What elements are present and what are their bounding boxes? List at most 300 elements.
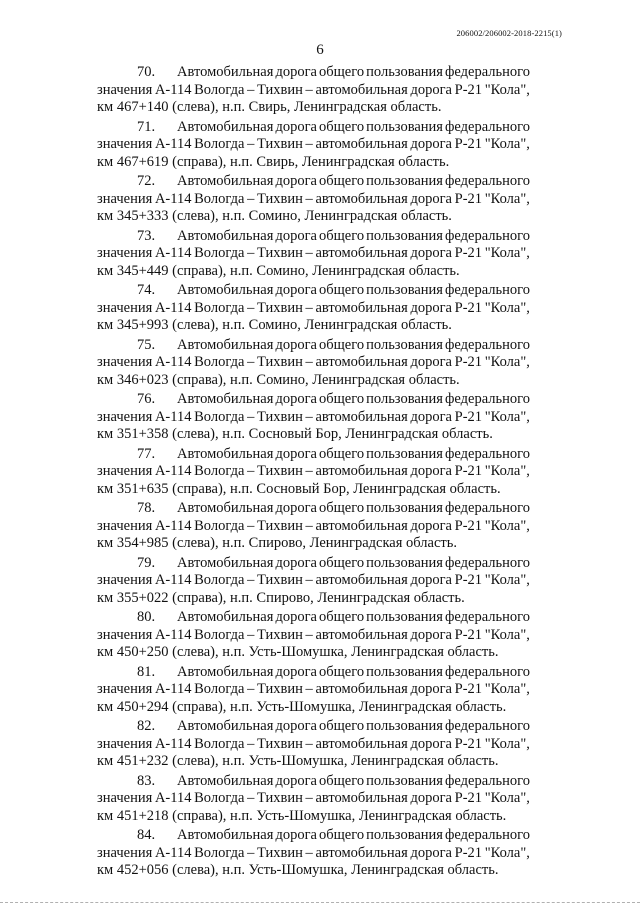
item-word: значения: [97, 517, 153, 534]
item-word: Автомобильная: [177, 336, 274, 353]
item-word: –: [247, 790, 255, 807]
item-word: –: [247, 735, 255, 752]
item-word: Автомобильная: [177, 391, 274, 407]
item-word: Вологда: [194, 790, 245, 807]
item-second-line: [97, 736, 530, 754]
item-number: 78.: [137, 500, 156, 516]
item-word: пользования: [366, 609, 443, 625]
item-word: пользования: [366, 391, 443, 407]
item-word: Автомобильная: [177, 554, 274, 571]
item-word: "Кола",: [484, 517, 530, 534]
item-location-line: км 451+232 (слева), н.п. Усть-Шомушка, Ленинградская область.: [97, 753, 499, 770]
item-word: "Кола",: [484, 354, 530, 371]
item-word: пользования: [366, 772, 443, 789]
item-word: автомобильная: [315, 790, 408, 807]
item-word: Автомобильная: [177, 609, 274, 625]
item-word: –: [247, 626, 255, 643]
item-word: Тихвин: [256, 463, 303, 480]
item-word: пользования: [366, 500, 443, 516]
list-item: [97, 500, 530, 555]
item-word: Р-21: [454, 81, 483, 98]
list-item: [97, 718, 530, 773]
item-word: –: [305, 517, 313, 534]
item-word: общего: [319, 64, 365, 80]
item-word: –: [305, 190, 313, 207]
item-word: общего: [319, 772, 365, 789]
item-word: Р-21: [454, 245, 483, 262]
item-word: Р-21: [454, 190, 483, 207]
item-word: Вологда: [194, 844, 245, 861]
item-word: Тихвин: [256, 81, 303, 98]
item-word: А-114: [154, 517, 192, 534]
item-word: пользования: [366, 663, 443, 680]
item-word: Тихвин: [256, 681, 303, 698]
item-word: федерального: [445, 827, 530, 843]
item-second-line: [97, 572, 530, 590]
item-word: А-114: [154, 735, 192, 752]
page-bottom-edge: [0, 902, 640, 903]
item-word: федерального: [445, 500, 530, 516]
item-word: федерального: [445, 227, 530, 244]
item-second-line: [97, 191, 530, 209]
item-word: –: [305, 81, 313, 98]
item-word: автомобильная: [315, 572, 408, 589]
item-location-line: км 351+358 (слева), н.п. Сосновый Бор, Ленинградская область.: [97, 426, 493, 443]
item-word: значения: [97, 136, 153, 153]
item-word: Тихвин: [256, 517, 303, 534]
item-word: дорога: [410, 681, 452, 698]
item-word: федерального: [445, 718, 530, 734]
item-word: автомобильная: [315, 299, 408, 316]
item-word: –: [305, 354, 313, 371]
item-word: –: [247, 299, 255, 316]
list-item: [97, 609, 530, 664]
item-first-line: [97, 391, 530, 409]
item-location-line: км 345+449 (справа), н.п. Сомино, Ленинградская область.: [97, 262, 460, 279]
item-word: автомобильная: [315, 735, 408, 752]
item-word: "Кола",: [484, 681, 530, 698]
item-word: дорога: [275, 391, 317, 407]
item-word: автомобильная: [315, 844, 408, 861]
item-word: общего: [319, 445, 365, 462]
item-word: Р-21: [454, 299, 483, 316]
list-item: [97, 64, 530, 119]
item-word: дорога: [275, 554, 317, 571]
item-word: значения: [97, 463, 153, 480]
item-first-line: [97, 664, 530, 682]
item-word: Автомобильная: [177, 173, 274, 189]
item-location-line: км 452+056 (слева), н.п. Усть-Шомушка, Ленинградская область.: [97, 862, 499, 879]
item-first-line: [97, 609, 530, 627]
item-word: значения: [97, 245, 153, 262]
item-number: 71.: [137, 118, 156, 135]
item-word: Р-21: [454, 517, 483, 534]
item-word: А-114: [154, 790, 192, 807]
list-item: [97, 773, 530, 828]
list-item: [97, 391, 530, 446]
item-word: дорога: [410, 463, 452, 480]
item-word: Тихвин: [256, 354, 303, 371]
item-number: 81.: [137, 663, 156, 680]
item-word: –: [305, 299, 313, 316]
item-word: Тихвин: [256, 844, 303, 861]
document-code: 206002/206002-2018-2215(1): [456, 28, 562, 38]
item-word: Автомобильная: [177, 500, 274, 516]
item-word: общего: [319, 282, 365, 298]
item-word: дорога: [410, 299, 452, 316]
item-word: дорога: [410, 408, 452, 425]
item-word: автомобильная: [315, 136, 408, 153]
item-word: –: [305, 408, 313, 425]
item-word: –: [305, 626, 313, 643]
item-first-line: [97, 500, 530, 518]
item-word: "Кола",: [484, 299, 530, 316]
list-item: [97, 228, 530, 283]
item-word: Вологда: [194, 572, 245, 589]
item-word: –: [247, 463, 255, 480]
item-word: дорога: [275, 173, 317, 189]
item-second-line: [97, 354, 530, 372]
item-number: 79.: [137, 554, 156, 571]
item-word: Автомобильная: [177, 718, 274, 734]
item-word: А-114: [154, 81, 192, 98]
road-list: [97, 64, 530, 882]
item-number: 80.: [137, 609, 156, 625]
item-word: значения: [97, 844, 153, 861]
item-word: "Кола",: [484, 408, 530, 425]
item-word: общего: [319, 663, 365, 680]
item-word: значения: [97, 626, 153, 643]
item-word: федерального: [445, 282, 530, 298]
item-location-line: км 450+294 (справа), н.п. Усть-Шомушка, Ленинградская область.: [97, 698, 507, 715]
item-location-line: км 467+619 (справа), н.п. Свирь, Ленинградская область.: [97, 153, 450, 170]
item-word: автомобильная: [315, 463, 408, 480]
item-word: Р-21: [454, 626, 483, 643]
list-item: [97, 119, 530, 174]
item-word: общего: [319, 609, 365, 625]
item-location-line: км 467+140 (слева), н.п. Свирь, Ленинградская область.: [97, 99, 442, 116]
item-word: "Кола",: [484, 626, 530, 643]
item-second-line: [97, 300, 530, 318]
item-word: А-114: [154, 136, 192, 153]
item-word: дорога: [410, 81, 452, 98]
item-word: –: [305, 735, 313, 752]
item-word: дорога: [410, 190, 452, 207]
item-word: Р-21: [454, 735, 483, 752]
item-second-line: [97, 463, 530, 481]
item-word: общего: [319, 554, 365, 571]
item-word: А-114: [154, 463, 192, 480]
item-first-line: [97, 173, 530, 191]
item-word: значения: [97, 408, 153, 425]
item-second-line: [97, 790, 530, 808]
item-location-line: км 355+022 (справа), н.п. Спирово, Ленинградская область.: [97, 589, 465, 606]
item-word: Р-21: [454, 790, 483, 807]
item-word: Тихвин: [256, 626, 303, 643]
list-item: [97, 446, 530, 501]
item-word: автомобильная: [315, 681, 408, 698]
item-word: дорога: [275, 500, 317, 516]
item-word: значения: [97, 354, 153, 371]
item-word: дорога: [275, 772, 317, 789]
item-word: общего: [319, 173, 365, 189]
item-word: федерального: [445, 445, 530, 462]
item-word: Автомобильная: [177, 827, 274, 843]
item-word: Тихвин: [256, 408, 303, 425]
item-word: Тихвин: [256, 245, 303, 262]
item-word: дорога: [275, 118, 317, 135]
item-word: Тихвин: [256, 735, 303, 752]
item-second-line: [97, 518, 530, 536]
item-word: –: [247, 245, 255, 262]
item-word: общего: [319, 118, 365, 135]
item-word: Вологда: [194, 136, 245, 153]
item-first-line: [97, 119, 530, 137]
item-word: пользования: [366, 118, 443, 135]
item-word: дорога: [275, 64, 317, 80]
item-word: пользования: [366, 227, 443, 244]
item-word: федерального: [445, 554, 530, 571]
item-word: Автомобильная: [177, 282, 274, 298]
item-word: автомобильная: [315, 81, 408, 98]
item-word: автомобильная: [315, 517, 408, 534]
item-word: Вологда: [194, 299, 245, 316]
item-number: 75.: [137, 336, 156, 353]
item-word: Вологда: [194, 408, 245, 425]
item-word: –: [305, 681, 313, 698]
item-word: значения: [97, 572, 153, 589]
item-word: А-114: [154, 190, 192, 207]
list-item: [97, 337, 530, 392]
item-word: общего: [319, 336, 365, 353]
item-word: А-114: [154, 572, 192, 589]
item-word: дорога: [410, 136, 452, 153]
item-word: –: [247, 408, 255, 425]
item-word: пользования: [366, 336, 443, 353]
item-word: Вологда: [194, 245, 245, 262]
item-word: –: [305, 572, 313, 589]
item-word: пользования: [366, 64, 443, 80]
item-word: "Кола",: [484, 190, 530, 207]
item-location-line: км 345+993 (слева), н.п. Сомино, Ленинградская область.: [97, 317, 452, 334]
item-word: –: [247, 190, 255, 207]
item-word: дорога: [275, 227, 317, 244]
item-word: значения: [97, 299, 153, 316]
item-number: 73.: [137, 227, 156, 244]
item-word: –: [247, 572, 255, 589]
item-first-line: [97, 827, 530, 845]
item-second-line: [97, 82, 530, 100]
item-first-line: [97, 228, 530, 246]
item-word: –: [305, 844, 313, 861]
item-number: 74.: [137, 282, 156, 298]
item-word: дорога: [410, 245, 452, 262]
item-word: общего: [319, 391, 365, 407]
item-word: общего: [319, 827, 365, 843]
item-word: Вологда: [194, 735, 245, 752]
item-number: 72.: [137, 173, 156, 189]
item-number: 76.: [137, 391, 156, 407]
item-word: –: [305, 136, 313, 153]
item-number: 77.: [137, 445, 156, 462]
item-word: общего: [319, 227, 365, 244]
item-word: Р-21: [454, 681, 483, 698]
item-location-line: км 346+023 (справа), н.п. Сомино, Ленинградская область.: [97, 371, 460, 388]
item-word: дорога: [275, 336, 317, 353]
item-word: А-114: [154, 354, 192, 371]
item-number: 70.: [137, 64, 156, 80]
item-word: дорога: [410, 354, 452, 371]
item-word: пользования: [366, 282, 443, 298]
item-word: "Кола",: [484, 735, 530, 752]
item-second-line: [97, 409, 530, 427]
item-word: автомобильная: [315, 408, 408, 425]
item-word: дорога: [410, 844, 452, 861]
item-location-line: км 450+250 (слева), н.п. Усть-Шомушка, Ленинградская область.: [97, 644, 499, 661]
page-number: 6: [316, 42, 324, 58]
item-word: А-114: [154, 408, 192, 425]
item-word: "Кола",: [484, 245, 530, 262]
item-word: автомобильная: [315, 354, 408, 371]
item-word: Автомобильная: [177, 227, 274, 244]
item-word: Вологда: [194, 463, 245, 480]
item-word: Тихвин: [256, 190, 303, 207]
item-word: дорога: [410, 517, 452, 534]
item-word: Р-21: [454, 408, 483, 425]
item-word: Автомобильная: [177, 663, 274, 680]
item-word: –: [305, 790, 313, 807]
item-word: Вологда: [194, 354, 245, 371]
item-number: 84.: [137, 827, 156, 843]
item-word: –: [305, 463, 313, 480]
item-first-line: [97, 337, 530, 355]
item-word: дорога: [275, 827, 317, 843]
item-word: Вологда: [194, 81, 245, 98]
item-word: Вологда: [194, 517, 245, 534]
item-word: федерального: [445, 391, 530, 407]
item-word: значения: [97, 81, 153, 98]
item-word: "Кола",: [484, 81, 530, 98]
item-word: автомобильная: [315, 626, 408, 643]
item-word: –: [247, 517, 255, 534]
item-word: "Кола",: [484, 136, 530, 153]
item-word: Р-21: [454, 844, 483, 861]
item-first-line: [97, 446, 530, 464]
item-word: Автомобильная: [177, 445, 274, 462]
list-item: [97, 173, 530, 228]
item-word: федерального: [445, 772, 530, 789]
item-word: Тихвин: [256, 572, 303, 589]
item-first-line: [97, 64, 530, 82]
item-first-line: [97, 555, 530, 573]
item-word: дорога: [410, 735, 452, 752]
item-word: федерального: [445, 173, 530, 189]
item-second-line: [97, 627, 530, 645]
item-word: дорога: [410, 626, 452, 643]
item-word: пользования: [366, 445, 443, 462]
item-word: федерального: [445, 336, 530, 353]
item-word: автомобильная: [315, 245, 408, 262]
item-word: значения: [97, 790, 153, 807]
item-word: А-114: [154, 299, 192, 316]
item-word: Вологда: [194, 626, 245, 643]
item-word: Р-21: [454, 354, 483, 371]
item-word: Тихвин: [256, 136, 303, 153]
item-word: пользования: [366, 827, 443, 843]
item-word: значения: [97, 735, 153, 752]
item-word: дорога: [275, 445, 317, 462]
item-word: дорога: [275, 663, 317, 680]
item-word: пользования: [366, 554, 443, 571]
item-word: А-114: [154, 681, 192, 698]
item-word: Тихвин: [256, 299, 303, 316]
item-word: "Кола",: [484, 463, 530, 480]
item-word: "Кола",: [484, 790, 530, 807]
item-word: дорога: [275, 718, 317, 734]
item-word: федерального: [445, 609, 530, 625]
item-word: Автомобильная: [177, 118, 274, 135]
item-word: А-114: [154, 626, 192, 643]
item-word: "Кола",: [484, 572, 530, 589]
item-word: дорога: [275, 282, 317, 298]
item-location-line: км 354+985 (слева), н.п. Спирово, Ленинградская область.: [97, 535, 457, 552]
item-second-line: [97, 136, 530, 154]
item-word: А-114: [154, 245, 192, 262]
item-first-line: [97, 282, 530, 300]
list-item: [97, 555, 530, 610]
item-word: общего: [319, 500, 365, 516]
item-second-line: [97, 681, 530, 699]
item-word: пользования: [366, 718, 443, 734]
item-second-line: [97, 845, 530, 863]
item-word: федерального: [445, 118, 530, 135]
list-item: [97, 827, 530, 882]
item-word: дорога: [410, 790, 452, 807]
item-word: Вологда: [194, 190, 245, 207]
item-word: Автомобильная: [177, 64, 274, 80]
item-word: общего: [319, 718, 365, 734]
item-word: автомобильная: [315, 190, 408, 207]
item-second-line: [97, 245, 530, 263]
item-word: дорога: [410, 572, 452, 589]
item-word: Р-21: [454, 463, 483, 480]
item-number: 82.: [137, 718, 156, 734]
item-number: 83.: [137, 772, 156, 789]
item-word: значения: [97, 681, 153, 698]
item-location-line: км 345+333 (слева), н.п. Сомино, Ленинградская область.: [97, 208, 452, 225]
item-location-line: км 351+635 (справа), н.п. Сосновый Бор, Ленинградская область.: [97, 480, 501, 497]
item-word: Тихвин: [256, 790, 303, 807]
item-word: Р-21: [454, 572, 483, 589]
item-word: А-114: [154, 844, 192, 861]
item-word: –: [247, 81, 255, 98]
item-first-line: [97, 773, 530, 791]
item-word: Вологда: [194, 681, 245, 698]
list-item: [97, 282, 530, 337]
item-word: дорога: [275, 609, 317, 625]
item-location-line: км 451+218 (справа), н.п. Усть-Шомушка, Ленинградская область.: [97, 807, 507, 824]
item-word: федерального: [445, 663, 530, 680]
item-first-line: [97, 718, 530, 736]
item-word: –: [247, 354, 255, 371]
item-word: –: [247, 844, 255, 861]
item-word: –: [247, 681, 255, 698]
item-word: Автомобильная: [177, 772, 274, 789]
item-word: пользования: [366, 173, 443, 189]
list-item: [97, 664, 530, 719]
item-word: –: [305, 245, 313, 262]
item-word: "Кола",: [484, 844, 530, 861]
